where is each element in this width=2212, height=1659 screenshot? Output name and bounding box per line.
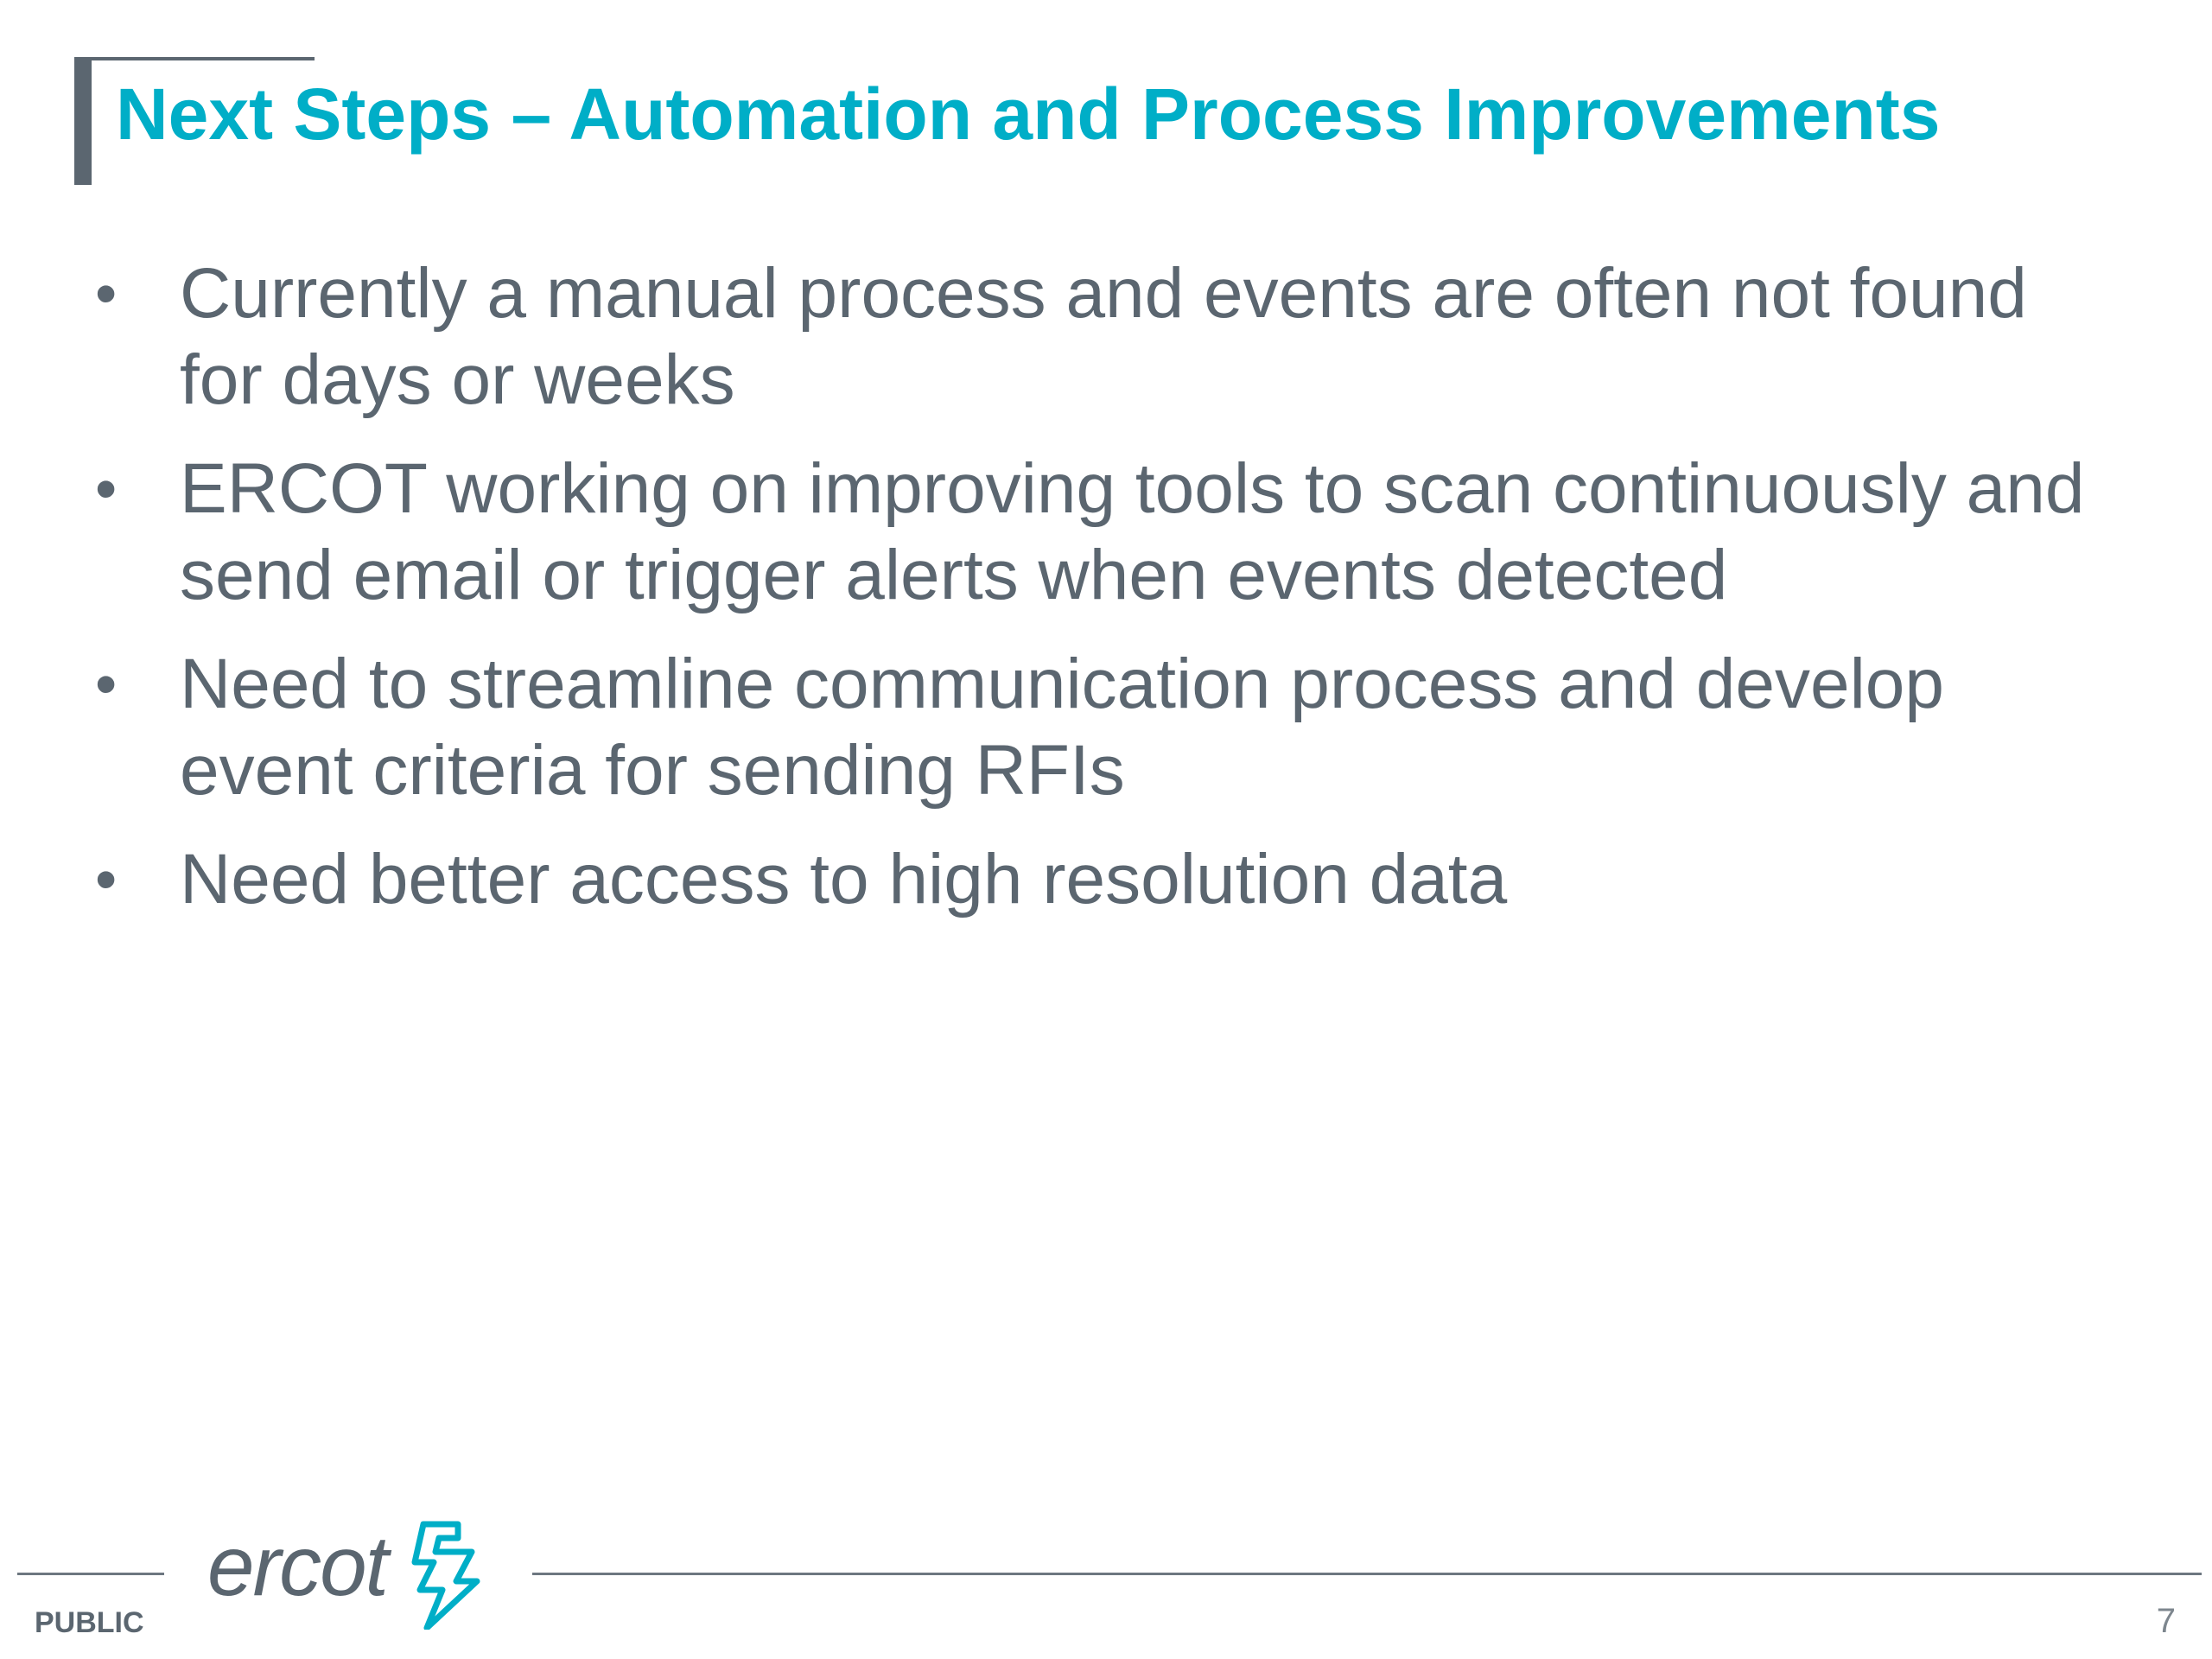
footer-divider-left — [17, 1573, 164, 1575]
slide-title: Next Steps – Automation and Process Improvements — [116, 73, 1941, 155]
bullet-text: Need better access to high resolution data — [180, 840, 1508, 918]
title-accent-bar — [74, 57, 92, 185]
bullet-marker: • — [95, 454, 118, 524]
page-number: 7 — [2156, 1602, 2176, 1640]
bullet-marker: • — [95, 845, 118, 914]
bullet-item — [95, 446, 2126, 619]
title-accent-line — [74, 57, 315, 60]
bullet-item — [95, 251, 2126, 423]
ercot-logo — [207, 1514, 493, 1635]
classification-label: PUBLIC — [35, 1606, 144, 1639]
bullet-list — [95, 251, 2126, 945]
ercot-logo-mark-icon — [404, 1517, 491, 1630]
bullet-item — [95, 641, 2126, 814]
footer-divider-right — [532, 1573, 2202, 1575]
bullet-text: Currently a manual process and events are often not found for days or weeks — [180, 254, 2027, 419]
bullet-marker: • — [95, 259, 118, 328]
bullet-item — [95, 836, 2126, 923]
bullet-text: ERCOT working on improving tools to scan continuously and send email or trigger alerts when events detected — [180, 449, 2085, 614]
logo-wordmark: ercot — [207, 1518, 387, 1613]
bullet-marker: • — [95, 650, 118, 719]
bullet-text: Need to streamline communication process and develop event criteria for sending RFIs — [180, 645, 1944, 810]
